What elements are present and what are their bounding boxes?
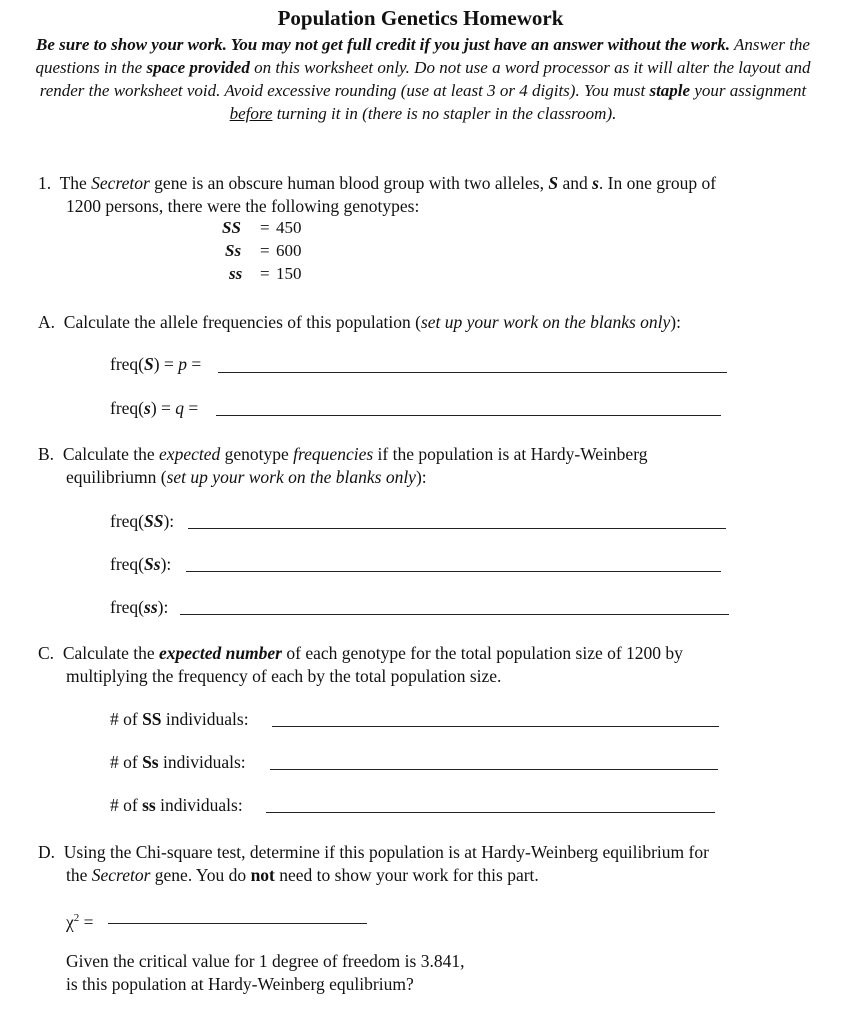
genotype-count: 600: [276, 241, 302, 260]
instructions-space-provided: space provided: [146, 58, 250, 77]
label-symbol: Ss: [144, 554, 161, 574]
answer-blank-freq-ss[interactable]: [180, 614, 729, 615]
part-letter: A.: [38, 312, 56, 332]
chi-symbol: χ: [66, 911, 74, 932]
genotype-equals: =: [260, 264, 270, 283]
part-b-text: Calculate the: [62, 444, 160, 464]
part-a-text-2: ):: [670, 312, 681, 332]
label-text-2: individuals:: [161, 709, 249, 729]
part-b-frequencies: frequencies: [293, 444, 374, 464]
label-symbol: SS: [142, 709, 162, 729]
part-d-prompt-line-1: [38, 841, 709, 864]
label-symbol: s: [144, 398, 151, 418]
worksheet-title: Population Genetics Homework: [277, 6, 564, 30]
part-b-prompt-line-2: [66, 466, 427, 489]
label-text: freq(: [110, 354, 145, 374]
question-1-line-1: [38, 172, 716, 195]
label-text-2: ) =: [150, 398, 176, 418]
instructions-text-4: turning it in (there is no stapler in the classroom).: [272, 104, 617, 123]
part-letter: C.: [38, 643, 55, 663]
genotype-row: [222, 218, 241, 238]
answer-label-freq-Ss: [110, 553, 171, 576]
answer-label-count-SS: [110, 708, 249, 731]
genotype-equals: =: [260, 218, 270, 237]
genotype-name: ss: [229, 264, 243, 283]
part-a-text: Calculate the allele frequencies of this population (: [63, 312, 421, 332]
part-b-expected: expected: [159, 444, 221, 464]
part-c-expected-number: expected number: [159, 643, 282, 663]
label-eq: =: [184, 398, 199, 418]
label-text: # of: [110, 795, 143, 815]
answer-label-count-Ss: [110, 751, 246, 774]
part-d-text: Using the Chi-square test, determine if this population is at Hardy-Weinberg equilibrium for: [63, 842, 709, 862]
part-d-text-4: need to show your work for this part.: [274, 865, 539, 885]
label-text-2: ):: [163, 511, 175, 531]
label-text: freq(: [110, 554, 145, 574]
label-text-2: ) =: [153, 354, 179, 374]
part-d-text-2: the: [66, 865, 92, 885]
chi-square-label: [66, 907, 94, 934]
question-1-line-2: 1200 persons, there were the following genotypes:: [66, 196, 420, 216]
part-b-italic: set up your work on the blanks only: [166, 467, 416, 487]
instructions-text: Answer the questions in the: [35, 35, 810, 77]
equilibrium-question: is this population at Hardy-Weinberg equlibrium?: [66, 974, 414, 994]
part-c-text: Calculate the: [62, 643, 160, 663]
instructions-text-3: your assignment: [690, 81, 807, 100]
gene-name: Secretor: [91, 173, 150, 193]
answer-label-freq-s: [110, 397, 198, 420]
instructions-bold: Be sure to show your work. You may not get full credit if you just have an answer without the work.: [36, 35, 730, 54]
label-text: # of: [110, 752, 143, 772]
chi-equals: =: [79, 911, 94, 932]
question-number: 1.: [38, 173, 52, 193]
part-c-text-2: of each genotype for the total population size of 1200 by: [282, 643, 683, 663]
part-d-prompt-line-2: [66, 864, 539, 887]
critical-value-text: Given the critical value for 1 degree of freedom is 3.841,: [66, 951, 465, 971]
answer-blank-freq-Ss[interactable]: [186, 571, 721, 572]
allele-s: s: [592, 173, 599, 193]
answer-blank-freq-SS[interactable]: [188, 528, 726, 529]
instructions-staple: staple: [649, 81, 691, 100]
part-b-text-5: ):: [415, 467, 427, 487]
label-symbol: ss: [142, 795, 156, 815]
q1-text-2: gene is an obscure human blood group with two alleles,: [149, 173, 549, 193]
label-symbol: SS: [144, 511, 164, 531]
part-b-text-3: if the population is at Hardy-Weinberg: [373, 444, 648, 464]
chi-superscript: 2: [73, 912, 80, 924]
label-eq: =: [186, 354, 202, 374]
allele-S: S: [548, 173, 559, 193]
q1-text-3: . In one group of: [598, 173, 717, 193]
part-letter: B.: [38, 444, 55, 464]
label-text-2: individuals:: [158, 752, 246, 772]
label-text: freq(: [110, 398, 145, 418]
part-d-not: not: [250, 865, 275, 885]
answer-blank-freq-s[interactable]: [216, 415, 721, 416]
genotype-count: 150: [276, 264, 302, 283]
label-text-2: individuals:: [155, 795, 243, 815]
instructions-text-2: on this worksheet only. Do not use a word processor as it will alter the layout and render the worksheet void. Avoid excessive rounding (use at least 3 or 4 digits). You must: [39, 58, 811, 100]
genotype-row: [225, 241, 241, 261]
part-b-text-4: equilibriumn (: [66, 467, 167, 487]
genotype-equals: =: [260, 241, 270, 260]
answer-blank-chi-square[interactable]: [108, 923, 367, 924]
part-c-prompt-line-2: multiplying the frequency of each by the total population size.: [66, 666, 502, 686]
answer-blank-count-Ss[interactable]: [270, 769, 718, 770]
answer-label-freq-SS: [110, 510, 174, 533]
label-text: freq(: [110, 597, 145, 617]
instructions: [28, 33, 818, 125]
label-var: p: [178, 354, 187, 374]
genotype-name: Ss: [225, 241, 242, 260]
instructions-before: before: [229, 104, 273, 123]
part-a-prompt: [38, 311, 681, 334]
answer-blank-count-SS[interactable]: [272, 726, 719, 727]
genotype-row: [229, 264, 242, 284]
label-text: freq(: [110, 511, 145, 531]
answer-label-freq-ss: [110, 596, 168, 619]
part-a-italic: set up your work on the blanks only: [420, 312, 671, 332]
label-text-2: ):: [160, 554, 172, 574]
label-symbol: ss: [144, 597, 158, 617]
answer-blank-count-ss[interactable]: [266, 812, 715, 813]
label-text: # of: [110, 709, 143, 729]
answer-label-freq-S: [110, 353, 201, 376]
q1-and: and: [558, 173, 593, 193]
genotype-name: SS: [222, 218, 241, 237]
gene-name: Secretor: [91, 865, 151, 885]
part-c-prompt-line-1: [38, 642, 683, 665]
label-symbol: Ss: [142, 752, 159, 772]
genotype-count: 450: [276, 218, 302, 237]
label-text-2: ):: [157, 597, 169, 617]
label-var: q: [175, 398, 185, 418]
answer-label-count-ss: [110, 794, 243, 817]
part-letter: D.: [38, 842, 56, 862]
q1-text: The: [59, 173, 92, 193]
label-symbol: S: [144, 354, 154, 374]
part-b-prompt-line-1: [38, 443, 647, 466]
part-b-text-2: genotype: [220, 444, 294, 464]
answer-blank-freq-S[interactable]: [218, 372, 727, 373]
part-d-text-3: gene. You do: [150, 865, 251, 885]
